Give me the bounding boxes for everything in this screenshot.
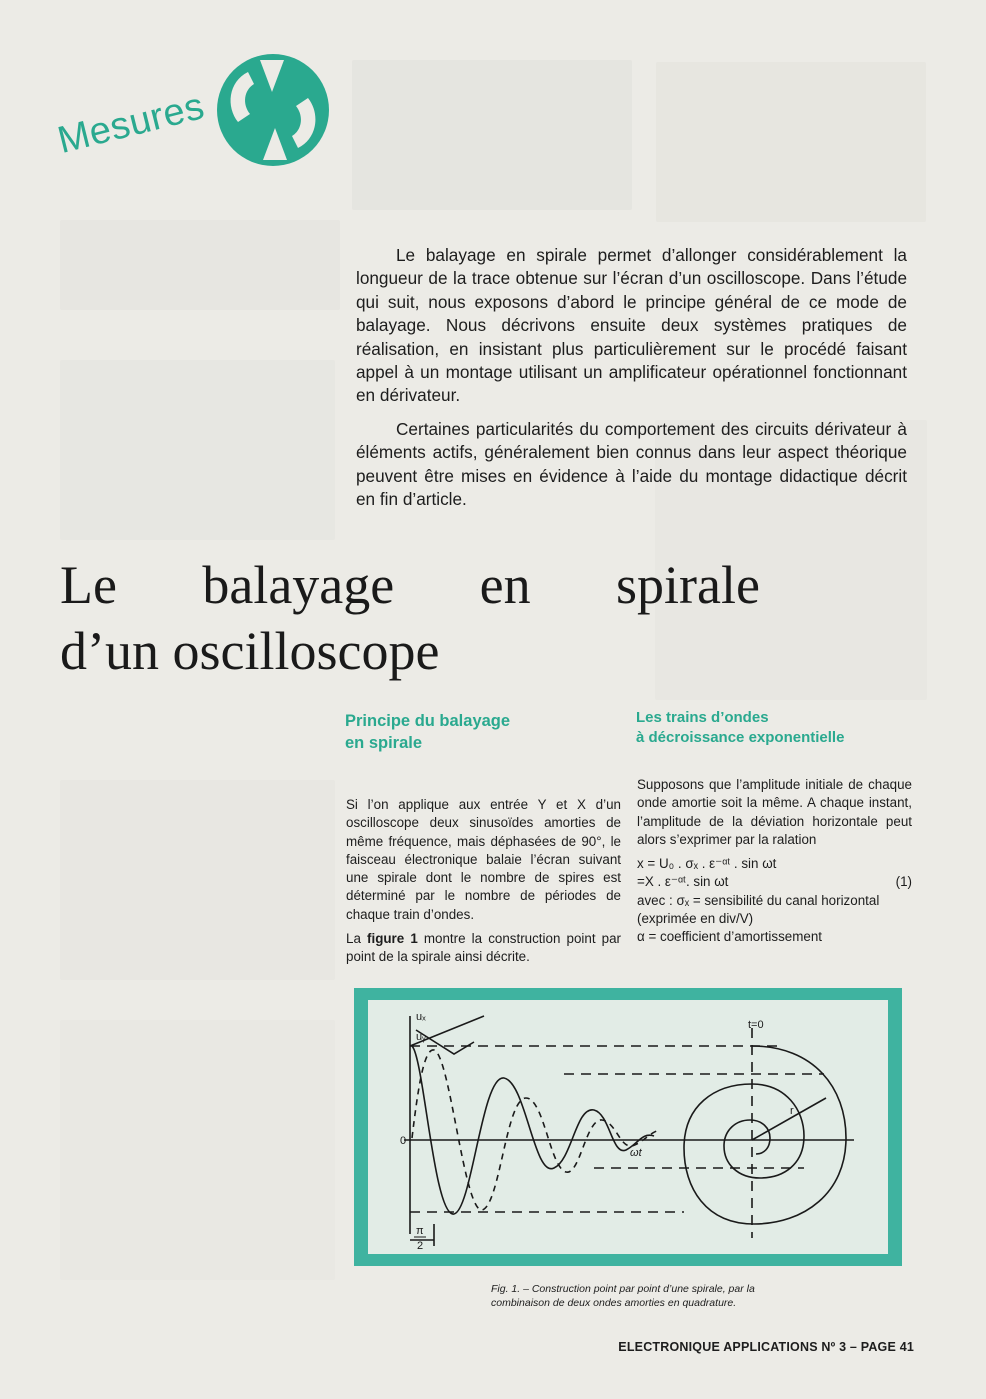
figure-caption: Fig. 1. – Construction point par point d’une spirale, par la combinaison de deux ondes amorties en quadrature. <box>491 1283 755 1309</box>
intro-paragraph-2: Certaines particularités du comportement des circuits dérivateur à éléments actifs, généralement bien connus dans leur aspect théorique peuvent être mises en évidence à l’aide du montage didactique décrit en fin d’article. <box>356 418 907 510</box>
radius-label: r <box>790 1105 794 1117</box>
two-label: 2 <box>417 1240 424 1252</box>
uy-label: uᵧ <box>416 1031 426 1043</box>
section-heading-trains <box>636 708 844 748</box>
title-line-1 <box>60 552 760 618</box>
equation-text: =X . ε⁻ᵅᵗ. sin ωt <box>637 874 729 890</box>
ux-label: uₓ <box>416 1011 426 1023</box>
heading-line: Les trains d’ondes <box>636 709 769 726</box>
definition-line: α = coefficient d’amortissement <box>637 929 823 945</box>
title-word: spirale <box>616 555 760 615</box>
equation-line: x = U₀ . σₓ . ε⁻ᵅᵗ . sin ωt <box>637 856 777 872</box>
equation-number: (1) <box>895 874 912 890</box>
pi-label: π <box>416 1225 424 1237</box>
page-footer: ELECTRONIQUE APPLICATIONS Nº 3 – PAGE 41 <box>618 1340 914 1354</box>
paragraph: Si l’on applique aux entrée Y et X d’un oscilloscope deux sinusoïdes amorties de même fréquence, mais déphasées de 90°, le faisceau électronique balaie l’écran suivant une spirale dont le nombre de spires est déterminé par le nombre de périodes de chaque train d’ondes. <box>346 797 621 922</box>
text: La <box>346 931 368 947</box>
equation-block <box>637 855 912 946</box>
omega-t-label: ωt <box>630 1147 642 1159</box>
figure-1-spiral-construction <box>354 988 902 1266</box>
section-heading-principe <box>345 710 510 754</box>
section-trains-body <box>637 776 912 947</box>
heading-line: en spirale <box>345 734 423 752</box>
origin-label: 0 <box>400 1135 407 1147</box>
definition-line: (exprimée en div/V) <box>637 911 754 927</box>
paragraph: Supposons que l’amplitude initiale de chaque onde amortie soit la même. A chaque instant, l’amplitude de la déviation horizontale peut alors s’exprimer par la ralation <box>637 777 912 847</box>
intro-paragraph-1: Le balayage en spirale permet d’allonger considérablement la longueur de la trace obtenue sur l’écran d’un oscilloscope. Dans l’étude qui suit, nous exposons d’abord le principe général de ce mode de balayage. Nous décrivons ensuite deux systèmes pratiques de réalisation, en insistant plus particulièrement sur le procédé faisant appel à un montage utilisant un amplificateur opérationnel fonctionnant en dérivateur. <box>356 245 907 406</box>
paragraph <box>346 930 621 967</box>
definition-line: avec : σₓ = sensibilité du canal horizontal <box>637 892 880 908</box>
title-line-2: d’un oscilloscope <box>60 621 440 681</box>
text: montre la construction point par point de la spirale ainsi décrite. <box>346 931 621 965</box>
t0-label: t=0 <box>748 1019 764 1031</box>
heading-line: Principe du balayage <box>345 712 511 730</box>
intro-text <box>356 244 907 521</box>
title-word: Le <box>60 555 117 615</box>
figure-panel <box>368 1000 888 1254</box>
equation-line <box>637 873 912 891</box>
logo-word: Mesures <box>53 85 209 163</box>
title-word: balayage <box>202 555 395 615</box>
section-principe-body <box>346 796 621 973</box>
heading-line: à décroissance exponentielle <box>636 729 845 746</box>
title-word: en <box>479 555 531 615</box>
figure-reference: figure 1 <box>367 931 418 947</box>
article-title <box>60 552 780 684</box>
